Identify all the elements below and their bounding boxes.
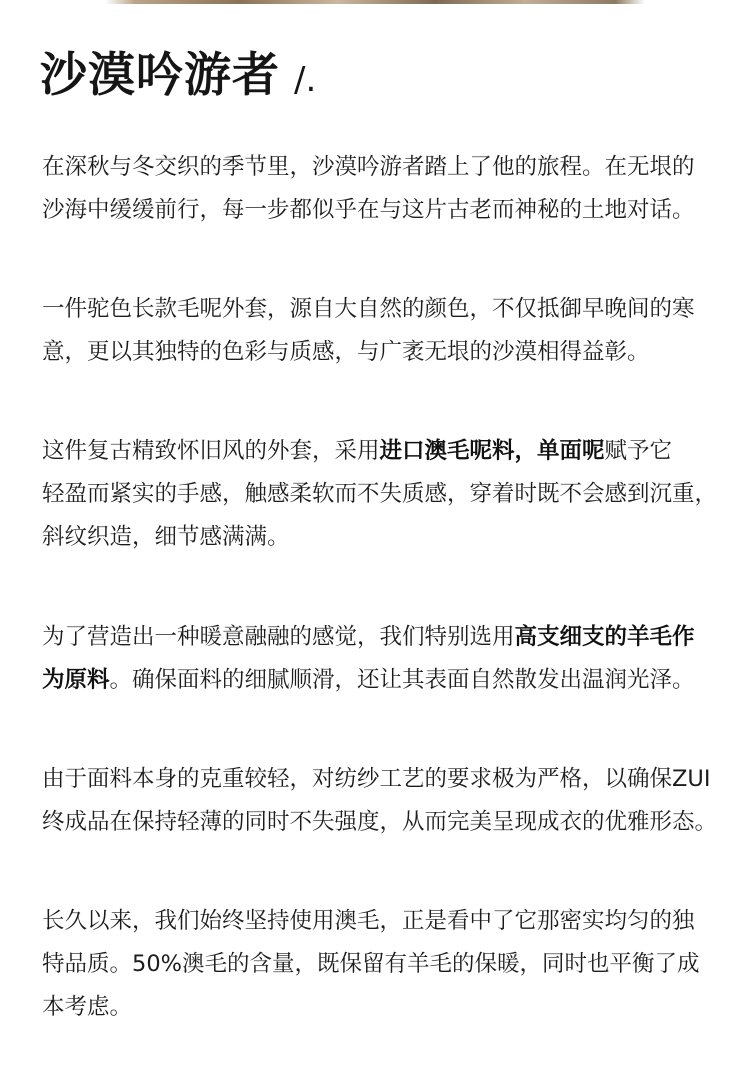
- paragraph-line: [42, 659, 732, 702]
- text-run: 一件驼色长款毛呢外套，源自大自然的颜色，不仅抵御早晚间的寒: [42, 296, 695, 322]
- paragraph-line: [42, 900, 732, 943]
- text-run-bold: 高支细支的羊毛作: [514, 624, 695, 650]
- text-run: 轻盈而紧实的手感，触感柔软而不失质感，穿着时既不会感到沉重，: [42, 481, 718, 507]
- paragraph-line: [42, 516, 732, 559]
- paragraph-line: [42, 331, 732, 374]
- title-suffix: /.: [294, 60, 317, 100]
- paragraph-line: [42, 758, 732, 801]
- text-run-bold: 进口澳毛呢料，单面呢: [379, 438, 605, 464]
- title-main: 沙漠吟游者: [40, 48, 280, 103]
- paragraph-2: [42, 288, 732, 374]
- paragraph-line: [42, 801, 732, 844]
- paragraph-line: [42, 189, 732, 232]
- paragraph-line: [42, 146, 732, 189]
- text-run: 终成品在保持轻薄的同时不失强度，从而完美呈现成衣的优雅形态。: [42, 809, 718, 835]
- text-run: 沙海中缓缓前行，每一步都似乎在与这片古老而神秘的土地对话。: [42, 197, 695, 223]
- text-run: 意，更以其独特的色彩与质感，与广袤无垠的沙漠相得益彰。: [42, 339, 650, 365]
- paragraph-5: [42, 758, 732, 844]
- text-run: 由于面料本身的克重较轻，对纺纱工艺的要求极为严格，以确保ZUI: [42, 766, 711, 792]
- paragraph-line: [42, 943, 732, 986]
- paragraph-1: [42, 146, 732, 232]
- text-run-bold: 为原料: [42, 667, 110, 693]
- paragraph-line: [42, 986, 732, 1029]
- text-run: 长久以来，我们始终坚持使用澳毛，正是看中了它那密实均匀的独: [42, 908, 695, 934]
- paragraph-3: [42, 430, 732, 559]
- text-run: 特品质。50%澳毛的含量，既保留有羊毛的保暖，同时也平衡了成: [42, 951, 700, 977]
- paragraph-6: [42, 900, 732, 1029]
- text-run: 为了营造出一种暖意融融的感觉，我们特别选用: [42, 624, 515, 650]
- paragraph-line: [42, 288, 732, 331]
- text-run: 这件复古精致怀旧风的外套，采用: [42, 438, 380, 464]
- paragraph-line: [42, 430, 732, 473]
- text-run: 斜纹织造，细节感满满。: [42, 524, 290, 550]
- text-run: 赋予它: [604, 438, 673, 464]
- paragraph-line: [42, 616, 732, 659]
- paragraph-4: [42, 616, 732, 702]
- text-run: 。确保面料的细腻顺滑，还让其表面自然散发出温润光泽。: [109, 667, 695, 693]
- page-title: [40, 48, 316, 108]
- text-run: 本考虑。: [42, 994, 133, 1020]
- top-image-strip: [0, 0, 750, 4]
- text-run: 在深秋与冬交织的季节里，沙漠吟游者踏上了他的旅程。在无垠的: [42, 154, 695, 180]
- paragraph-line: [42, 473, 732, 516]
